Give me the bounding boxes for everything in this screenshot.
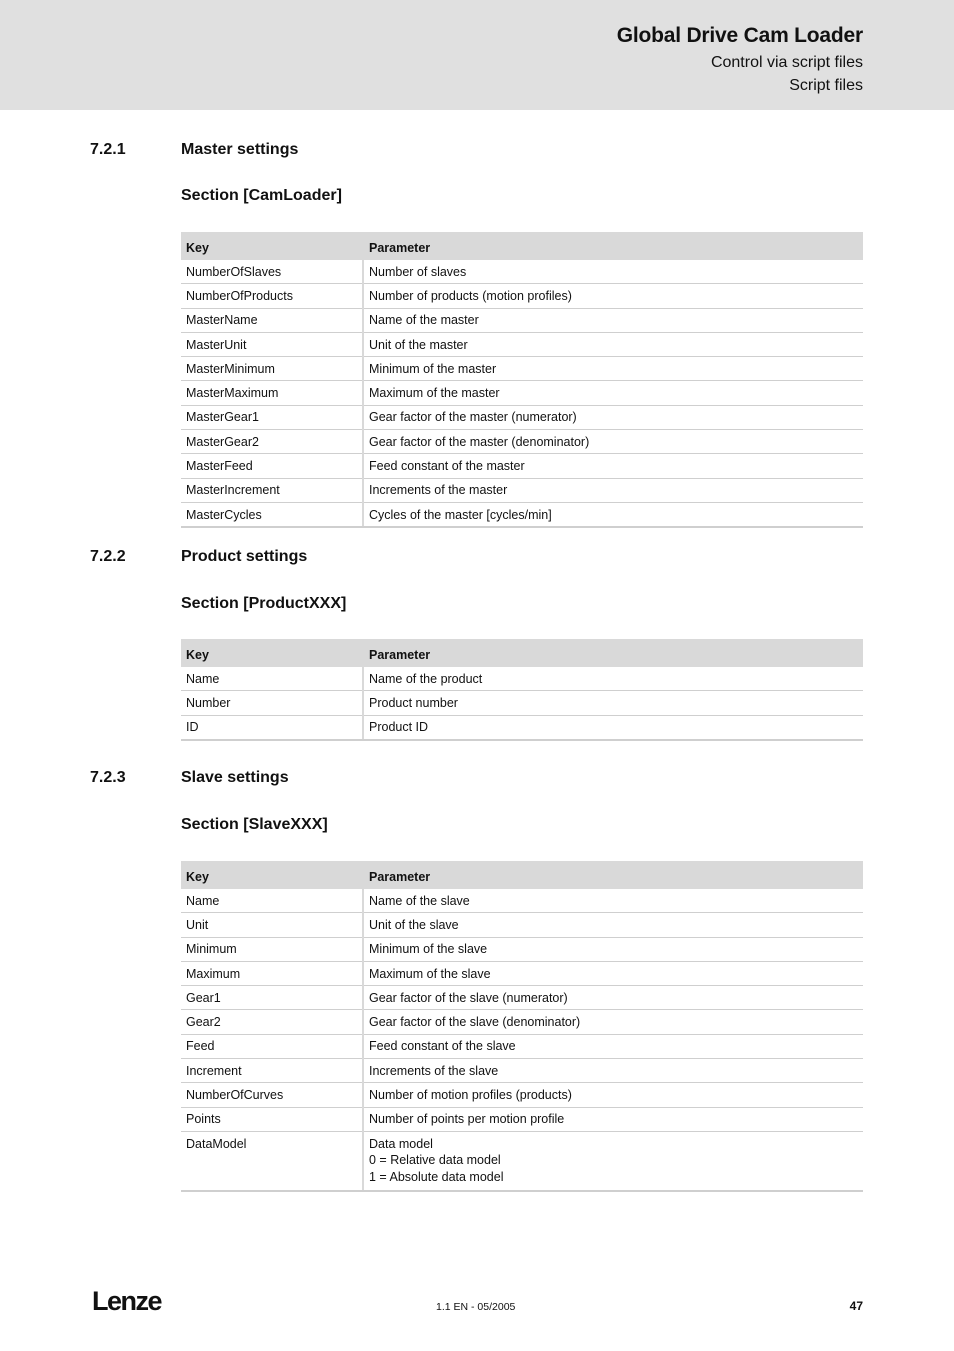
table-row xyxy=(181,478,863,502)
table-row xyxy=(181,332,863,356)
table-row xyxy=(181,454,863,478)
table-row xyxy=(181,1107,863,1131)
parameter-cell: Cycles of the master [cycles/min] xyxy=(363,502,863,527)
key-cell: MasterMinimum xyxy=(181,357,363,381)
key-cell: MasterGear2 xyxy=(181,430,363,454)
parameter-cell: Number of slaves xyxy=(363,260,863,284)
table-row xyxy=(181,430,863,454)
table-row xyxy=(181,961,863,985)
key-cell: DataModel xyxy=(181,1131,363,1191)
chapter-title: Control via script files xyxy=(710,54,863,71)
table-row xyxy=(181,284,863,308)
parameter-cell: Increments of the slave xyxy=(363,1059,863,1083)
table-row xyxy=(181,937,863,961)
parameter-cell: Number of points per motion profile xyxy=(363,1107,863,1131)
table-row xyxy=(181,889,863,913)
key-cell: ID xyxy=(181,715,363,740)
section-heading: Slave settings xyxy=(181,769,289,786)
key-cell: MasterGear1 xyxy=(181,405,363,429)
key-cell: Name xyxy=(181,667,363,691)
column-header-key: Key xyxy=(181,639,363,667)
datamodel-option-absolute: 1 = Absolute data model xyxy=(369,1169,504,1184)
table-row xyxy=(181,1083,863,1107)
datamodel-description: Data model xyxy=(369,1136,433,1151)
parameter-cell: Maximum of the slave xyxy=(363,961,863,985)
parameter-cell xyxy=(363,1131,863,1191)
parameter-cell: Maximum of the master xyxy=(363,381,863,405)
section-heading: Master settings xyxy=(181,141,299,158)
parameter-cell: Name of the product xyxy=(363,667,863,691)
table-row xyxy=(181,986,863,1010)
key-cell: Gear2 xyxy=(181,1010,363,1034)
table-row xyxy=(181,1034,863,1058)
parameter-cell: Gear factor of the master (denominator) xyxy=(363,430,863,454)
table-row xyxy=(181,357,863,381)
parameter-cell: Number of products (motion profiles) xyxy=(363,284,863,308)
slave-settings-table xyxy=(181,861,863,1192)
key-cell: Points xyxy=(181,1107,363,1131)
table-row xyxy=(181,691,863,715)
column-header-parameter: Parameter xyxy=(363,639,863,667)
table-row xyxy=(181,1010,863,1034)
parameter-cell: Unit of the master xyxy=(363,332,863,356)
key-cell: Minimum xyxy=(181,937,363,961)
table-row xyxy=(181,667,863,691)
column-header-parameter: Parameter xyxy=(363,861,863,889)
parameter-cell: Feed constant of the slave xyxy=(363,1034,863,1058)
table-row xyxy=(181,1131,863,1191)
master-settings-table xyxy=(181,232,863,528)
table-header-row xyxy=(181,232,863,260)
product-settings-table xyxy=(181,639,863,741)
section-title: Script files xyxy=(789,77,863,94)
key-cell: MasterFeed xyxy=(181,454,363,478)
key-cell: MasterCycles xyxy=(181,502,363,527)
table-row xyxy=(181,913,863,937)
lenze-logo: Lenze xyxy=(92,1286,162,1316)
key-cell: NumberOfProducts xyxy=(181,284,363,308)
table-row xyxy=(181,1059,863,1083)
page-header xyxy=(0,0,954,110)
parameter-cell: Name of the slave xyxy=(363,889,863,913)
key-cell: NumberOfCurves xyxy=(181,1083,363,1107)
key-cell: Name xyxy=(181,889,363,913)
subsection-heading: Section [SlaveXXX] xyxy=(181,816,328,833)
key-cell: Maximum xyxy=(181,961,363,985)
key-cell: MasterIncrement xyxy=(181,478,363,502)
parameter-cell: Name of the master xyxy=(363,308,863,332)
parameter-cell: Gear factor of the slave (numerator) xyxy=(363,986,863,1010)
key-cell: Feed xyxy=(181,1034,363,1058)
key-cell: NumberOfSlaves xyxy=(181,260,363,284)
parameter-cell: Product ID xyxy=(363,715,863,740)
section-number: 7.2.3 xyxy=(90,769,126,786)
table-row xyxy=(181,381,863,405)
subsection-heading: Section [CamLoader] xyxy=(181,187,342,204)
parameter-cell: Number of motion profiles (products) xyxy=(363,1083,863,1107)
table-row xyxy=(181,308,863,332)
parameter-cell: Gear factor of the slave (denominator) xyxy=(363,1010,863,1034)
table-row xyxy=(181,502,863,527)
table-header-row xyxy=(181,861,863,889)
key-cell: MasterUnit xyxy=(181,332,363,356)
page-number: 47 xyxy=(849,1299,863,1313)
parameter-cell: Increments of the master xyxy=(363,478,863,502)
parameter-cell: Minimum of the master xyxy=(363,357,863,381)
parameter-cell: Product number xyxy=(363,691,863,715)
column-header-parameter: Parameter xyxy=(363,232,863,260)
section-number: 7.2.2 xyxy=(90,548,126,565)
parameter-cell: Gear factor of the master (numerator) xyxy=(363,405,863,429)
parameter-cell: Minimum of the slave xyxy=(363,937,863,961)
parameter-cell: Unit of the slave xyxy=(363,913,863,937)
table-row xyxy=(181,260,863,284)
key-cell: Increment xyxy=(181,1059,363,1083)
parameter-cell: Feed constant of the master xyxy=(363,454,863,478)
table-header-row xyxy=(181,639,863,667)
version-label: 1.1 EN - 05/2005 xyxy=(436,1301,516,1313)
key-cell: Gear1 xyxy=(181,986,363,1010)
section-number: 7.2.1 xyxy=(90,141,126,158)
section-heading: Product settings xyxy=(181,548,308,565)
datamodel-option-relative: 0 = Relative data model xyxy=(369,1153,501,1168)
table-row xyxy=(181,715,863,740)
column-header-key: Key xyxy=(181,232,363,260)
key-cell: Unit xyxy=(181,913,363,937)
document-title: Global Drive Cam Loader xyxy=(616,24,863,47)
column-header-key: Key xyxy=(181,861,363,889)
table-row xyxy=(181,405,863,429)
subsection-heading: Section [ProductXXX] xyxy=(181,595,347,612)
key-cell: MasterMaximum xyxy=(181,381,363,405)
key-cell: MasterName xyxy=(181,308,363,332)
key-cell: Number xyxy=(181,691,363,715)
